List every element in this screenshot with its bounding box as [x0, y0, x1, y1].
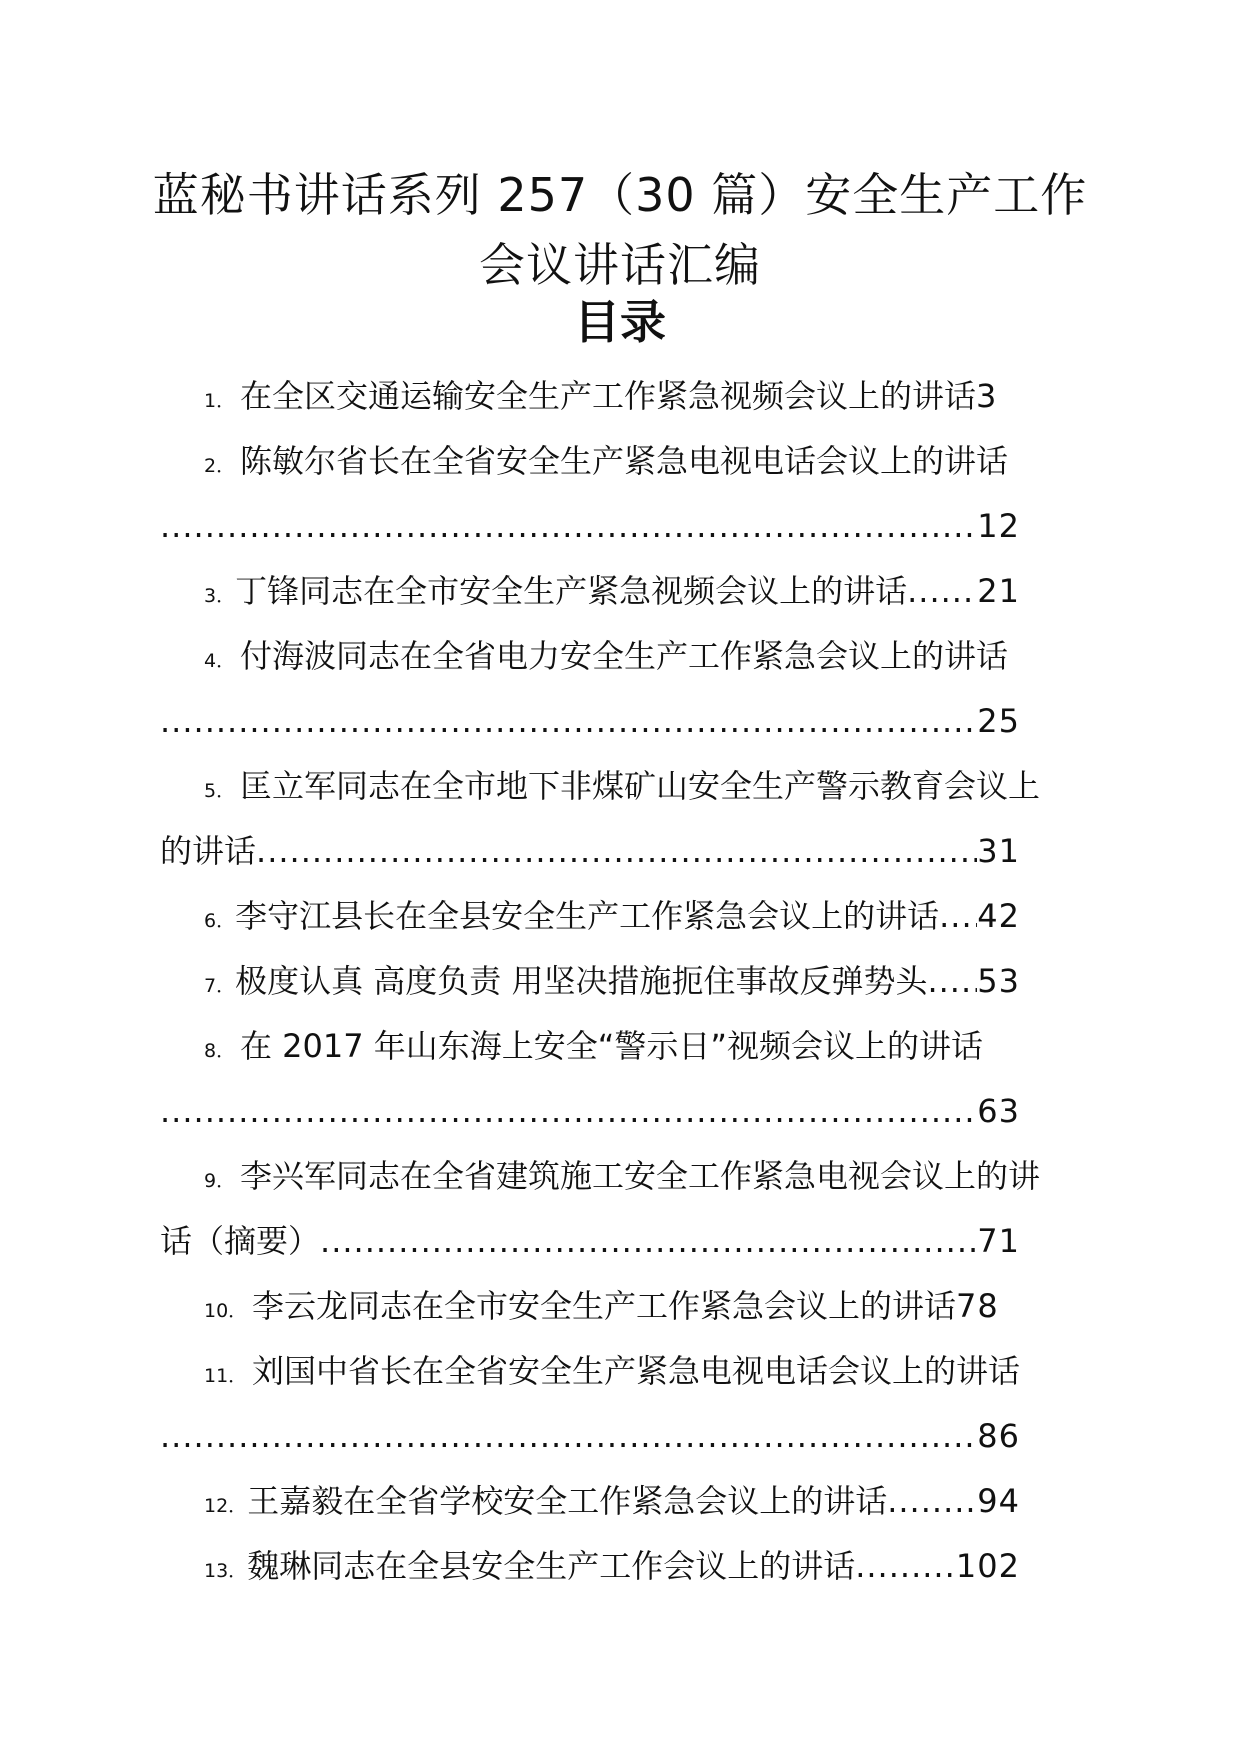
toc-entry-page: 53 [977, 962, 1020, 1000]
toc-entry-title: 丁锋同志在全市安全生产紧急视频会议上的讲话 [235, 572, 908, 610]
toc-entry-2-leader [160, 494, 1090, 559]
toc-entry-page: 42 [977, 897, 1020, 935]
toc-entry-title: 在全区交通运输安全生产工作紧急视频会议上的讲话 [240, 377, 977, 415]
toc-entry-number: 6． [204, 910, 236, 932]
toc-entry-title: 李守江县长在全县安全生产工作紧急会议上的讲话 [235, 897, 940, 935]
toc-entry-number: 2． [204, 455, 236, 477]
dot-leader [939, 884, 977, 949]
dot-leader [320, 1209, 977, 1274]
toc-entry-number: 10． [204, 1300, 248, 1322]
dot-leader [160, 689, 977, 754]
toc-entry-4[interactable] [160, 624, 1090, 689]
toc-entry-page: 86 [977, 1417, 1020, 1455]
toc-entry-8[interactable] [160, 1014, 1090, 1079]
toc-entry-3[interactable] [160, 559, 1090, 624]
toc-entry-number: 4． [204, 650, 236, 672]
toc-entry-title: 王嘉毅在全省学校安全工作紧急会议上的讲话 [247, 1482, 888, 1520]
toc-entry-12[interactable] [160, 1469, 1090, 1534]
toc-entry-10[interactable] [160, 1274, 1090, 1339]
toc-entry-11-leader [160, 1404, 1090, 1469]
toc-entry-9-continued [160, 1209, 1090, 1274]
document-title-line-2: 会议讲话汇编 [479, 238, 761, 292]
toc-entry-11[interactable] [160, 1339, 1090, 1404]
dot-leader [160, 1079, 977, 1144]
toc-entry-title: 在 2017 年山东海上安全“警示日”视频会议上的讲话 [240, 1027, 983, 1065]
toc-entry-number: 8． [204, 1040, 236, 1062]
dot-leader [907, 559, 977, 624]
toc-entry-number: 3． [204, 585, 236, 607]
toc-entry-number: 1． [204, 390, 236, 412]
toc-entry-number: 11． [204, 1365, 248, 1387]
toc-entry-title: 李云龙同志在全市安全生产工作紧急会议上的讲话 [252, 1287, 957, 1325]
toc-entry-page: 102 [955, 1547, 1020, 1585]
document-title [120, 160, 1120, 300]
toc-entry-page: 63 [977, 1092, 1020, 1130]
toc-entry-number: 12． [204, 1495, 248, 1517]
dot-leader [887, 1469, 977, 1534]
toc-entry-number: 7． [204, 975, 236, 997]
toc-entry-title: 刘国中省长在全省安全生产紧急电视电话会议上的讲话 [252, 1352, 1021, 1390]
toc-entry-page: 12 [977, 507, 1020, 545]
toc-entry-1[interactable] [160, 364, 1090, 429]
toc-entry-page: 21 [977, 572, 1020, 610]
dot-leader [855, 1534, 956, 1599]
toc-entry-page: 94 [977, 1482, 1020, 1520]
toc-entry-title: 极度认真 高度负责 用坚决措施扼住事故反弹势头 [235, 962, 928, 1000]
toc-entry-5[interactable] [160, 754, 1090, 819]
toc-entry-title: 付海波同志在全省电力安全生产工作紧急会议上的讲话 [240, 637, 1009, 675]
toc-entry-6[interactable] [160, 884, 1090, 949]
dot-leader [256, 819, 977, 884]
toc-entry-title: 匡立军同志在全市地下非煤矿山安全生产警示教育会议上 [240, 767, 1041, 805]
document-title-line-1: 蓝秘书讲话系列 257（30 篇）安全生产工作 [152, 168, 1088, 222]
toc-entry-number: 9． [204, 1170, 236, 1192]
toc-entry-7[interactable] [160, 949, 1090, 1014]
table-of-contents [160, 364, 1090, 1599]
toc-entry-page: 71 [977, 1222, 1020, 1260]
toc-entry-8-leader [160, 1079, 1090, 1144]
toc-entry-title-continued: 话（摘要） [160, 1222, 321, 1260]
dot-leader [160, 494, 977, 559]
toc-entry-2[interactable] [160, 429, 1090, 494]
dot-leader [160, 1404, 977, 1469]
toc-entry-page: 78 [956, 1287, 999, 1325]
toc-entry-13[interactable] [160, 1534, 1090, 1599]
dot-leader [927, 949, 977, 1014]
toc-entry-title: 陈敏尔省长在全省安全生产紧急电视电话会议上的讲话 [240, 442, 1009, 480]
toc-entry-title-continued: 的讲话 [160, 832, 257, 870]
toc-entry-number: 5． [204, 780, 236, 802]
toc-entry-title: 李兴军同志在全省建筑施工安全工作紧急电视会议上的讲 [240, 1157, 1041, 1195]
toc-entry-page: 25 [977, 702, 1020, 740]
toc-entry-page: 31 [977, 832, 1020, 870]
toc-entry-5-continued [160, 819, 1090, 884]
toc-entry-title: 魏琳同志在全县安全生产工作会议上的讲话 [247, 1547, 856, 1585]
toc-entry-number: 13． [204, 1560, 248, 1582]
toc-heading: 目录 [574, 295, 666, 349]
toc-entry-page: 3 [976, 377, 998, 415]
toc-entry-4-leader [160, 689, 1090, 754]
toc-entry-9[interactable] [160, 1144, 1090, 1209]
